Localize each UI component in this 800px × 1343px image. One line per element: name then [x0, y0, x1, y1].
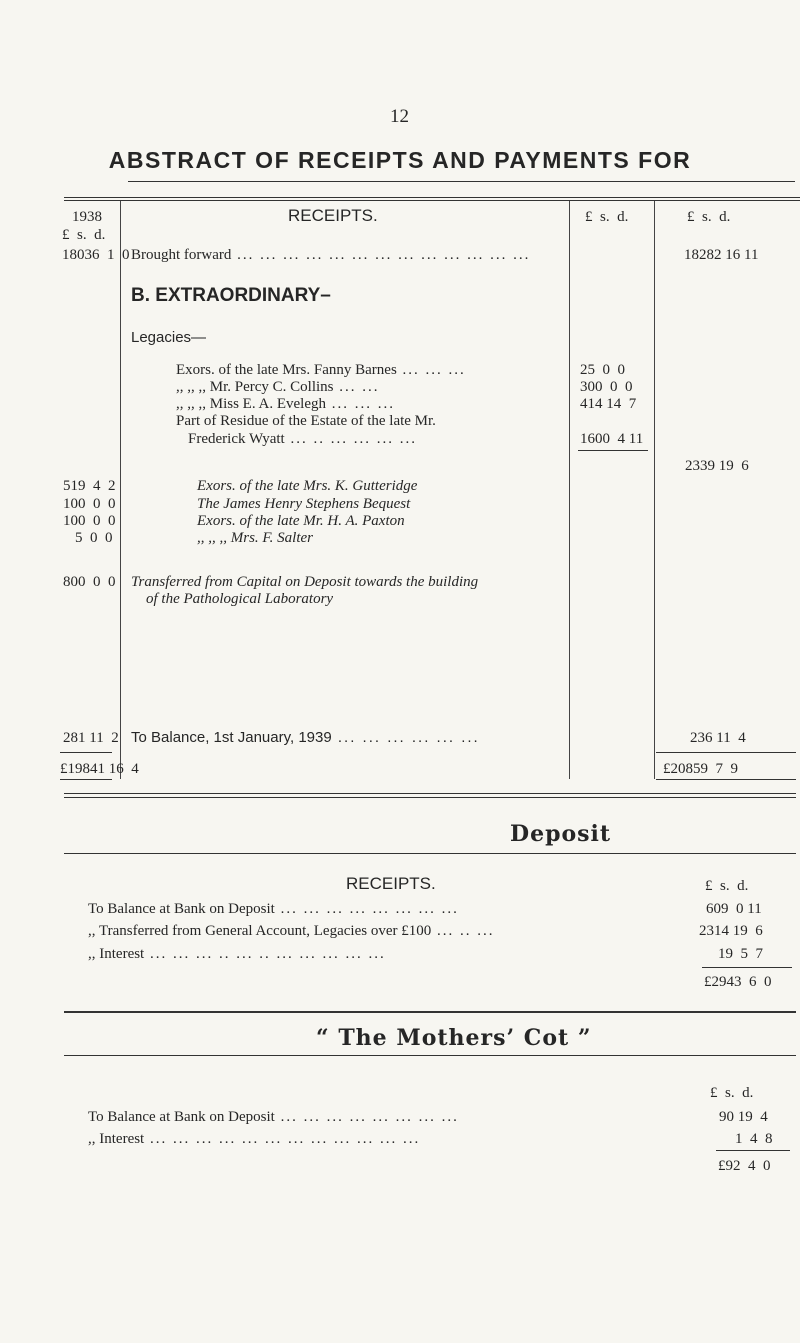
deposit-line: To Balance at Bank on Deposit ... ... ... ... ... ... ... ...	[88, 901, 459, 917]
legacy-amount: 300 0 0	[580, 379, 633, 395]
col-divider-a	[569, 201, 570, 779]
legacy-amount: 414 14 7	[580, 396, 637, 412]
table-top-rule-2	[64, 200, 800, 201]
page-title: ABSTRACT OF RECEIPTS AND PAYMENTS FOR	[108, 147, 692, 173]
col-1938-year: 1938	[72, 209, 102, 225]
section-rule-2	[64, 797, 796, 798]
mothers-cot-line: ,, Interest ... ... ... ... ... ... ... ... ... ... ... ...	[88, 1131, 421, 1147]
deposit-line: ,, Transferred from General Account, Legacies over £100 ... .. ...	[88, 923, 495, 939]
deposit-total-rule	[702, 967, 792, 968]
transfer-prev: 800 0 0	[63, 574, 116, 590]
mothers-cot-amount: 90 19 4	[719, 1109, 768, 1125]
legacies-total: 2339 19 6	[685, 458, 749, 474]
mothers-cot-heading: “ The Mothers’ Cot ”	[316, 1025, 592, 1051]
prev-year-amount: 519 4 2	[63, 478, 116, 494]
deposit-line: ,, Interest ... ... ... .. ... .. ... ... ... ... ...	[88, 946, 386, 962]
mothers-cot-underline	[64, 1055, 796, 1056]
prev-year-amount: 100 0 0	[63, 496, 116, 512]
total-rule	[656, 752, 796, 753]
legacy-line: Frederick Wyatt ... .. ... ... ... ...	[188, 431, 417, 447]
balance-prev: 281 11 2	[63, 730, 119, 746]
grand-total: £20859 7 9	[663, 761, 738, 777]
col-divider-1938	[120, 201, 121, 779]
legacies-heading: Legacies—	[131, 329, 207, 346]
legacy-amount: 25 0 0	[580, 362, 625, 378]
mothers-cot-units: £ s. d.	[710, 1085, 754, 1101]
section-rule	[64, 793, 796, 794]
deposit-units: £ s. d.	[705, 878, 749, 894]
mothers-cot-total-rule	[716, 1150, 790, 1151]
col-divider-b	[654, 201, 655, 779]
prev-line-text: Exors. of the late Mr. H. A. Paxton	[197, 513, 405, 529]
col-b-units: £ s. d.	[687, 209, 731, 225]
col-a-units: £ s. d.	[585, 209, 629, 225]
balance-amount: 236 11 4	[690, 730, 746, 746]
table-top-rule	[64, 197, 800, 198]
prev-grand-total: £19841 16 4	[60, 761, 139, 777]
section-b-heading: B. EXTRAORDINARY–	[131, 285, 331, 306]
deposit-total: £2943 6 0	[704, 974, 772, 990]
prev-total-rule-bottom	[60, 779, 112, 780]
deposit-heading: Deposit	[510, 821, 612, 847]
mothers-cot-total: £92 4 0	[718, 1158, 771, 1174]
deposit-amount: 609 0 11	[706, 901, 762, 917]
prev-line-text: The James Henry Stephens Bequest	[197, 496, 411, 512]
receipts-header: RECEIPTS.	[288, 206, 378, 225]
deposit-rule	[64, 853, 796, 854]
legacy-amount: 1600 4 11	[580, 431, 644, 447]
mothers-cot-amount: 1 4 8	[735, 1131, 773, 1147]
prev-line-text: ,, ,, ,, Mrs. F. Salter	[197, 530, 313, 546]
brought-forward-amount: 18282 16 11	[684, 247, 759, 263]
title-rule	[128, 181, 795, 182]
mothers-cot-rule	[64, 1011, 796, 1013]
total-rule-bottom	[656, 779, 796, 780]
page-number: 12	[390, 106, 409, 127]
prev-year-amount: 5 0 0	[75, 530, 113, 546]
transfer-line-2: of the Pathological Laboratory	[146, 591, 334, 607]
prev-total-rule	[60, 752, 112, 753]
brought-forward-prev: 18036 1 0	[62, 247, 130, 263]
transfer-line-1: Transferred from Capital on Deposit towards the building	[131, 574, 479, 590]
legacy-line: Part of Residue of the Estate of the late Mr.	[176, 413, 436, 429]
prev-line-text: Exors. of the late Mrs. K. Gutteridge	[197, 478, 418, 494]
legacies-subtotal-rule	[578, 450, 648, 451]
legacy-line: Exors. of the late Mrs. Fanny Barnes ... ... ...	[176, 362, 466, 378]
mothers-cot-line: To Balance at Bank on Deposit ... ... ... ... ... ... ... ...	[88, 1109, 459, 1125]
col-1938-units: £ s. d.	[62, 227, 106, 243]
brought-forward-label: Brought forward ... ... ... ... ... ... ... ... ... ... ... ... ...	[131, 247, 531, 263]
legacy-line: ,, ,, ,, Miss E. A. Evelegh ... ... ...	[176, 396, 395, 412]
legacy-line: ,, ,, ,, Mr. Percy C. Collins ... ...	[176, 379, 380, 395]
deposit-amount: 19 5 7	[718, 946, 763, 962]
deposit-amount: 2314 19 6	[699, 923, 763, 939]
balance-label: To Balance, 1st January, 1939 ... ... ... ... ... ...	[131, 729, 480, 746]
prev-year-amount: 100 0 0	[63, 513, 116, 529]
deposit-receipts-header: RECEIPTS.	[346, 874, 436, 893]
